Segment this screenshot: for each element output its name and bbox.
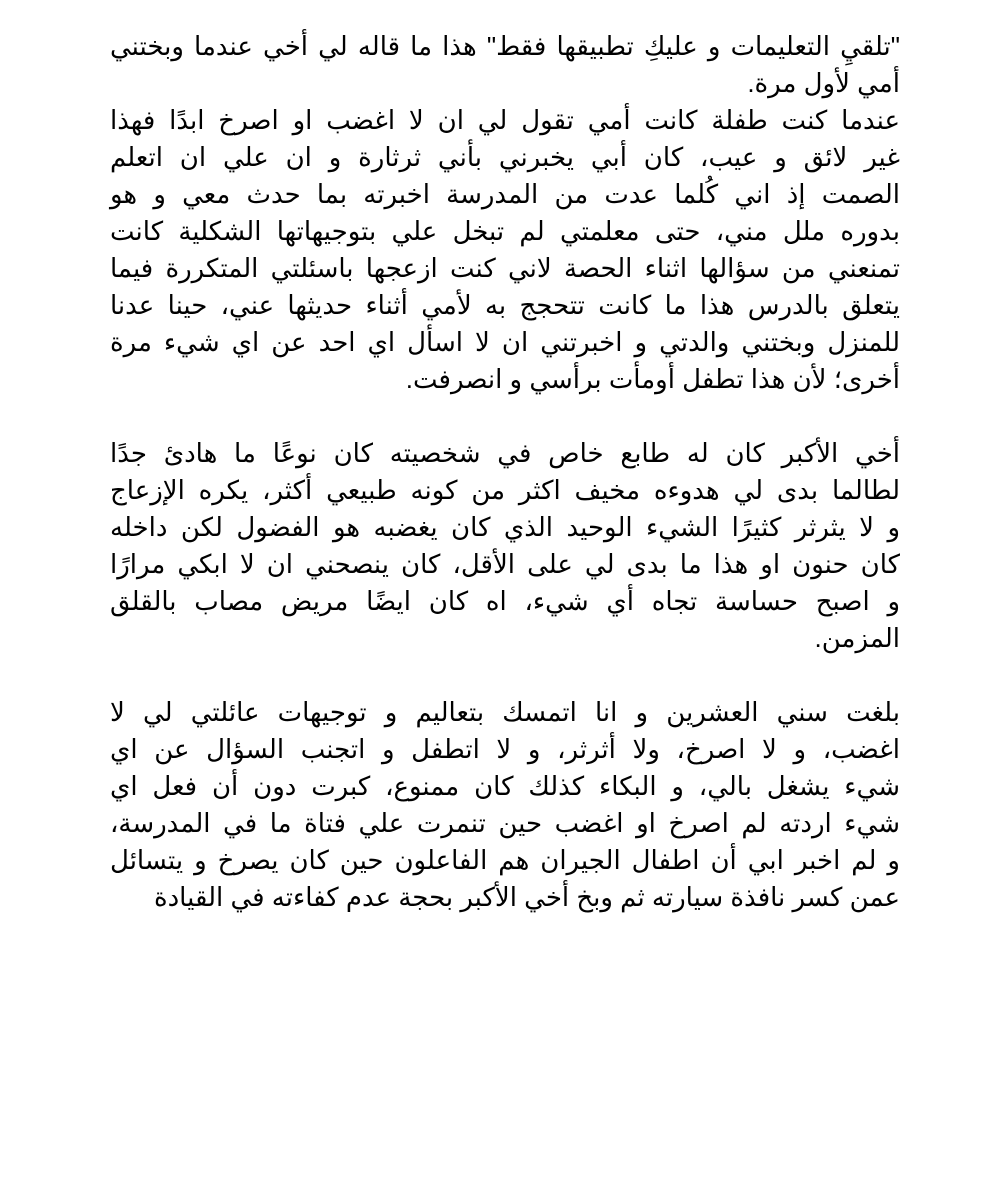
document-page: [110, 28, 900, 953]
paragraph-3: [110, 694, 900, 916]
text-line: تمنعني من سؤالها اثناء الحصة لاني كنت ازعجها باسئلتي المتكررة فيما: [110, 253, 900, 283]
text-line: و اصبح حساسة تجاه أي شيء، اه كان ايضًا مريض مصاب بالقلق: [110, 586, 900, 616]
text-line: و لم اخبر ابي أن اطفال الجيران هم الفاعلون حين كان يصرخ و يتسائل: [110, 845, 900, 875]
text-line: بلغت سني العشرين و انا اتمسك بتعاليم و توجيهات عائلتي لي لا: [110, 697, 900, 727]
text-line: كان حنون او هذا ما بدى لي على الأقل، كان ينصحني ان لا ابكي مرارًا: [110, 549, 900, 579]
text-line: أخرى؛ لأن هذا تطفل أومأت برأسي و انصرفت.: [405, 364, 900, 394]
text-line: شيء يشغل بالي، و البكاء كذلك كان ممنوع، كبرت دون أن فعل اي: [110, 771, 900, 801]
text-line: عندما كنت طفلة كانت أمي تقول لي ان لا اغضب او اصرخ ابدًا فهذا: [110, 105, 900, 135]
text-line: المزمن.: [814, 623, 900, 653]
text-line: عمن كسر نافذة سيارته ثم وبخ أخي الأكبر بحجة عدم كفاءته في القيادة: [153, 882, 900, 912]
text-line: الصمت إذ اني كُلما عدت من المدرسة اخبرته بما حدث معي و هو: [110, 179, 900, 209]
text-line: لطالما بدى لي هدوءه مخيف اكثر من كونه طبيعي أكثر، يكره الإزعاج: [110, 475, 900, 505]
text-line: أمي لأول مرة.: [747, 68, 900, 98]
text-line: "تلقيِ التعليمات و عليكِ تطبيقها فقط" هذا ما قاله لي أخي عندما وبختني: [110, 31, 900, 61]
text-line: شيء اردته لم اصرخ او اغضب حين تنمرت علي فتاة ما في المدرسة،: [110, 808, 900, 838]
text-line: غير لائق و عيب، كان أبي يخبرني بأني ثرثارة و ان علي ان اتعلم: [110, 142, 900, 172]
text-line: للمنزل وبختني والدتي و اخبرتني ان لا اسأل اي احد عن اي شيء مرة: [110, 327, 900, 357]
text-line: و لا يثرثر كثيرًا الشيء الوحيد الذي كان يغضبه هو الفضول لكن داخله: [110, 512, 900, 542]
text-line: يتعلق بالدرس هذا ما كانت تتحجج به لأمي أثناء حديثها عني، حينا عدنا: [110, 290, 900, 320]
text-line: اغضب، و لا اصرخ، ولا أثرثر، و لا اتطفل و اتجنب السؤال عن اي: [110, 734, 900, 764]
paragraph-2: [110, 435, 900, 657]
text-line: أخي الأكبر كان له طابع خاص في شخصيته كان نوعًا ما هادئ جدًا: [110, 438, 900, 468]
text-line: بدوره ملل مني، حتى معلمتي لم تبخل علي بتوجيهاتها الشكلية كانت: [110, 216, 900, 246]
paragraph-1: [110, 28, 900, 398]
